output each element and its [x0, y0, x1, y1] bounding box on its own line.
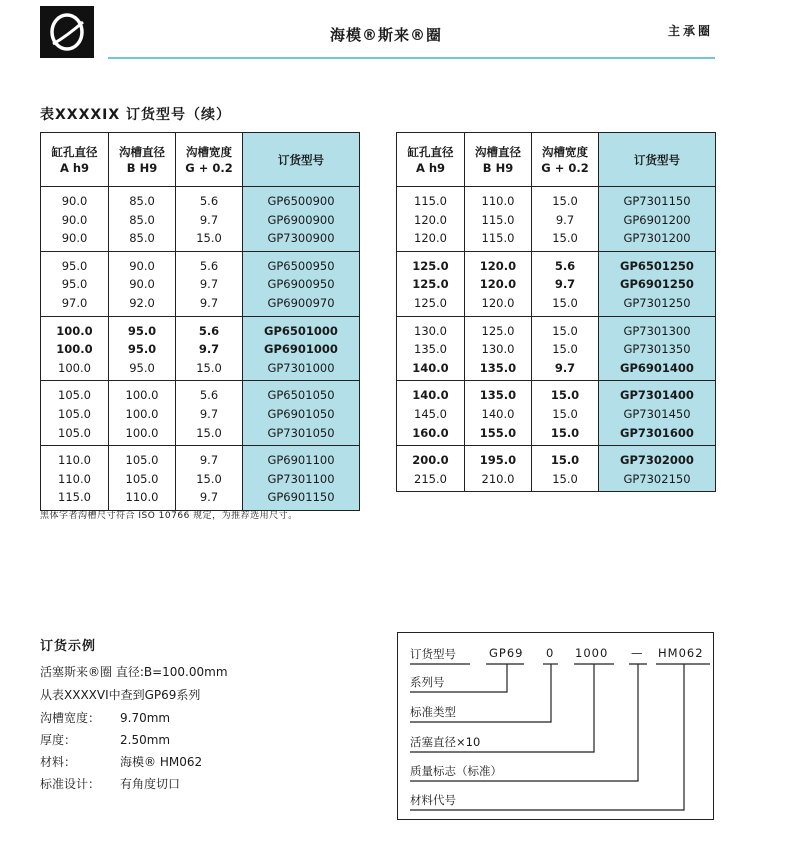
page-title: 海模®斯来®圈: [330, 26, 443, 44]
table-row-group: [41, 446, 360, 511]
table-title: 表XXXXIX 订货型号（续）: [40, 107, 232, 123]
groove-diameter-cell: 100.0: [109, 381, 176, 405]
order-code-cell: GP6901150: [243, 488, 360, 510]
bore-diameter-cell: 105.0: [41, 424, 109, 446]
order-code-cell: GP6900950: [243, 275, 360, 294]
order-code-cell: GP6900900: [243, 211, 360, 230]
groove-width-cell: 5.6: [176, 187, 243, 211]
groove-width-cell: 15.0: [532, 470, 599, 492]
bore-diameter-cell: 115.0: [41, 488, 109, 510]
groove-width-cell: 9.7: [176, 275, 243, 294]
example-line-design: 标准设计： 有角度切口: [40, 777, 181, 791]
code-part-material: HM062: [658, 646, 704, 660]
groove-diameter-cell: 115.0: [465, 229, 532, 251]
code-part-series: GP69: [489, 646, 524, 660]
bore-diameter-cell: 125.0: [397, 251, 465, 275]
table-row: [41, 405, 360, 424]
table-row: [397, 359, 716, 381]
table-row: [41, 424, 360, 446]
table-row: [397, 275, 716, 294]
groove-diameter-cell: 95.0: [109, 359, 176, 381]
bore-diameter-cell: 215.0: [397, 470, 465, 492]
groove-width-cell: 5.6: [176, 251, 243, 275]
company-logo: [40, 6, 94, 58]
bore-diameter-cell: 90.0: [41, 229, 109, 251]
code-part-quality: —: [631, 646, 643, 660]
groove-width-cell: 9.7: [532, 359, 599, 381]
code-part-diameter: 1000: [575, 646, 609, 660]
order-code-cell: GP7301450: [599, 405, 716, 424]
header-groove-width: 沟槽宽度 G + 0.2: [532, 133, 599, 187]
table-row: [41, 381, 360, 405]
groove-width-cell: 9.7: [532, 211, 599, 230]
table-row-group: [397, 446, 716, 492]
bore-diameter-cell: 200.0: [397, 446, 465, 470]
table-row: [397, 229, 716, 251]
header-divider: [108, 57, 715, 59]
bore-diameter-cell: 105.0: [41, 381, 109, 405]
header-bore-diameter: 缸孔直径 A h9: [397, 133, 465, 187]
table-row: [41, 359, 360, 381]
order-code-cell: GP6500950: [243, 251, 360, 275]
table-row: [41, 275, 360, 294]
table-row: [41, 470, 360, 489]
table-row-group: [41, 187, 360, 252]
table-row: [397, 251, 716, 275]
groove-diameter-cell: 140.0: [465, 405, 532, 424]
groove-diameter-cell: 120.0: [465, 294, 532, 316]
order-code-cell: GP7301100: [243, 470, 360, 489]
order-code-cell: GP7301200: [599, 229, 716, 251]
table-row-group: [397, 316, 716, 381]
groove-diameter-cell: 195.0: [465, 446, 532, 470]
section-label: 主承圈: [668, 24, 714, 38]
order-code-cell: GP6500900: [243, 187, 360, 211]
groove-width-cell: 15.0: [532, 381, 599, 405]
groove-diameter-cell: 100.0: [109, 424, 176, 446]
order-code-cell: GP6901400: [599, 359, 716, 381]
groove-diameter-cell: 120.0: [465, 251, 532, 275]
example-line-groove-width: 沟槽宽度： 9.70mm: [40, 711, 171, 725]
groove-diameter-cell: 110.0: [109, 488, 176, 510]
order-code-cell: GP6901100: [243, 446, 360, 470]
groove-diameter-cell: 90.0: [109, 275, 176, 294]
groove-width-cell: 9.7: [176, 488, 243, 510]
order-code-cell: GP7301400: [599, 381, 716, 405]
groove-diameter-cell: 110.0: [465, 187, 532, 211]
header-groove-diameter: 沟槽直径 B H9: [109, 133, 176, 187]
table-footnote: 黑体字者沟槽尺寸符合 ISO 10766 规定，为推荐选用尺寸。: [40, 511, 298, 521]
groove-diameter-cell: 85.0: [109, 229, 176, 251]
groove-width-cell: 5.6: [176, 316, 243, 340]
groove-width-cell: 9.7: [176, 446, 243, 470]
groove-width-cell: 5.6: [532, 251, 599, 275]
table-row-group: [41, 251, 360, 316]
groove-width-cell: 15.0: [532, 405, 599, 424]
table-row: [397, 316, 716, 340]
bore-diameter-cell: 100.0: [41, 316, 109, 340]
groove-diameter-cell: 105.0: [109, 446, 176, 470]
example-line-thickness: 厚度： 2.50mm: [40, 733, 171, 747]
groove-width-cell: 15.0: [532, 316, 599, 340]
bore-diameter-cell: 100.0: [41, 340, 109, 359]
bore-diameter-cell: 125.0: [397, 275, 465, 294]
bore-diameter-cell: 135.0: [397, 340, 465, 359]
groove-width-cell: 15.0: [532, 340, 599, 359]
legend-diameter: 活塞直径×10: [410, 735, 481, 749]
logo-mark-icon: [45, 10, 89, 54]
table-row: [41, 229, 360, 251]
table-row-group: [397, 251, 716, 316]
groove-diameter-cell: 85.0: [109, 187, 176, 211]
order-code-cell: GP6901050: [243, 405, 360, 424]
header-order-code: 订货型号: [599, 133, 716, 187]
table-header-row: [397, 133, 716, 187]
order-code-cell: GP7301250: [599, 294, 716, 316]
example-line-diameter: 活塞斯来®圈 直径:B=100.00mm: [40, 665, 228, 679]
groove-width-cell: 15.0: [532, 294, 599, 316]
order-code-cell: GP7300900: [243, 229, 360, 251]
order-code-cell: GP7301050: [243, 424, 360, 446]
bore-diameter-cell: 105.0: [41, 405, 109, 424]
order-code-cell: GP6501250: [599, 251, 716, 275]
bore-diameter-cell: 130.0: [397, 316, 465, 340]
bore-diameter-cell: 120.0: [397, 211, 465, 230]
table-row: [397, 470, 716, 492]
table-row: [41, 446, 360, 470]
order-code-cell: GP7301000: [243, 359, 360, 381]
code-label: 订货型号: [410, 647, 456, 661]
bore-diameter-cell: 140.0: [397, 381, 465, 405]
bore-diameter-cell: 145.0: [397, 405, 465, 424]
groove-diameter-cell: 100.0: [109, 405, 176, 424]
table-row: [41, 340, 360, 359]
order-code-cell: GP6501050: [243, 381, 360, 405]
order-code-diagram: [397, 632, 714, 820]
table-row: [41, 187, 360, 211]
bore-diameter-cell: 90.0: [41, 187, 109, 211]
order-table-left: [40, 132, 360, 511]
bore-diameter-cell: 110.0: [41, 470, 109, 489]
groove-diameter-cell: 95.0: [109, 340, 176, 359]
table-row: [397, 340, 716, 359]
bore-diameter-cell: 90.0: [41, 211, 109, 230]
header-groove-width: 沟槽宽度 G + 0.2: [176, 133, 243, 187]
bore-diameter-cell: 140.0: [397, 359, 465, 381]
order-code-cell: GP6901200: [599, 211, 716, 230]
bore-diameter-cell: 115.0: [397, 187, 465, 211]
groove-diameter-cell: 95.0: [109, 316, 176, 340]
groove-diameter-cell: 85.0: [109, 211, 176, 230]
groove-diameter-cell: 135.0: [465, 381, 532, 405]
bore-diameter-cell: 95.0: [41, 251, 109, 275]
groove-diameter-cell: 92.0: [109, 294, 176, 316]
table-row: [41, 316, 360, 340]
order-code-cell: GP7301150: [599, 187, 716, 211]
order-code-cell: GP7301300: [599, 316, 716, 340]
order-table-right: [396, 132, 716, 492]
groove-width-cell: 9.7: [176, 340, 243, 359]
groove-width-cell: 5.6: [176, 381, 243, 405]
bore-diameter-cell: 95.0: [41, 275, 109, 294]
groove-width-cell: 15.0: [532, 424, 599, 446]
order-code-cell: GP7301600: [599, 424, 716, 446]
example-line-material: 材料： 海模® HM062: [40, 755, 203, 769]
legend-quality: 质量标志（标准）: [410, 764, 502, 778]
table-row: [397, 381, 716, 405]
bore-diameter-cell: 100.0: [41, 359, 109, 381]
order-code-cell: GP7301350: [599, 340, 716, 359]
groove-diameter-cell: 105.0: [109, 470, 176, 489]
groove-width-cell: 15.0: [176, 229, 243, 251]
table-row: [41, 294, 360, 316]
groove-width-cell: 9.7: [176, 211, 243, 230]
order-code-cell: GP6901250: [599, 275, 716, 294]
table-row-group: [397, 381, 716, 446]
groove-width-cell: 15.0: [176, 470, 243, 489]
table-row: [397, 211, 716, 230]
groove-width-cell: 15.0: [532, 187, 599, 211]
groove-width-cell: 15.0: [176, 359, 243, 381]
groove-diameter-cell: 130.0: [465, 340, 532, 359]
groove-width-cell: 9.7: [176, 294, 243, 316]
groove-diameter-cell: 115.0: [465, 211, 532, 230]
table-row-group: [397, 187, 716, 252]
example-title: 订货示例: [40, 639, 97, 654]
bore-diameter-cell: 160.0: [397, 424, 465, 446]
header-order-code: 订货型号: [243, 133, 360, 187]
order-code-cell: GP7302150: [599, 470, 716, 492]
groove-diameter-cell: 120.0: [465, 275, 532, 294]
example-line-series: 从表XXXXVI中查到GP69系列: [40, 688, 201, 702]
bore-diameter-cell: 120.0: [397, 229, 465, 251]
bore-diameter-cell: 125.0: [397, 294, 465, 316]
header-bore-diameter: 缸孔直径 A h9: [41, 133, 109, 187]
groove-diameter-cell: 90.0: [109, 251, 176, 275]
legend-material: 材料代号: [410, 793, 456, 807]
table-row-group: [41, 316, 360, 381]
bore-diameter-cell: 110.0: [41, 446, 109, 470]
order-code-cell: GP6900970: [243, 294, 360, 316]
groove-width-cell: 15.0: [532, 229, 599, 251]
order-code-cell: GP6901000: [243, 340, 360, 359]
order-code-cell: GP6501000: [243, 316, 360, 340]
groove-diameter-cell: 210.0: [465, 470, 532, 492]
table-header-row: [41, 133, 360, 187]
groove-diameter-cell: 155.0: [465, 424, 532, 446]
table-row: [41, 211, 360, 230]
header-groove-diameter: 沟槽直径 B H9: [465, 133, 532, 187]
legend-type: 标准类型: [410, 705, 456, 719]
groove-width-cell: 9.7: [532, 275, 599, 294]
groove-diameter-cell: 125.0: [465, 316, 532, 340]
table-row: [397, 446, 716, 470]
legend-series: 系列号: [410, 675, 445, 689]
table-row-group: [41, 381, 360, 446]
table-row: [397, 294, 716, 316]
table-row: [397, 405, 716, 424]
table-row: [397, 424, 716, 446]
table-row: [397, 187, 716, 211]
order-code-cell: GP7302000: [599, 446, 716, 470]
bore-diameter-cell: 97.0: [41, 294, 109, 316]
groove-width-cell: 15.0: [176, 424, 243, 446]
groove-width-cell: 9.7: [176, 405, 243, 424]
groove-width-cell: 15.0: [532, 446, 599, 470]
code-part-type: 0: [546, 646, 554, 660]
table-row: [41, 251, 360, 275]
groove-diameter-cell: 135.0: [465, 359, 532, 381]
